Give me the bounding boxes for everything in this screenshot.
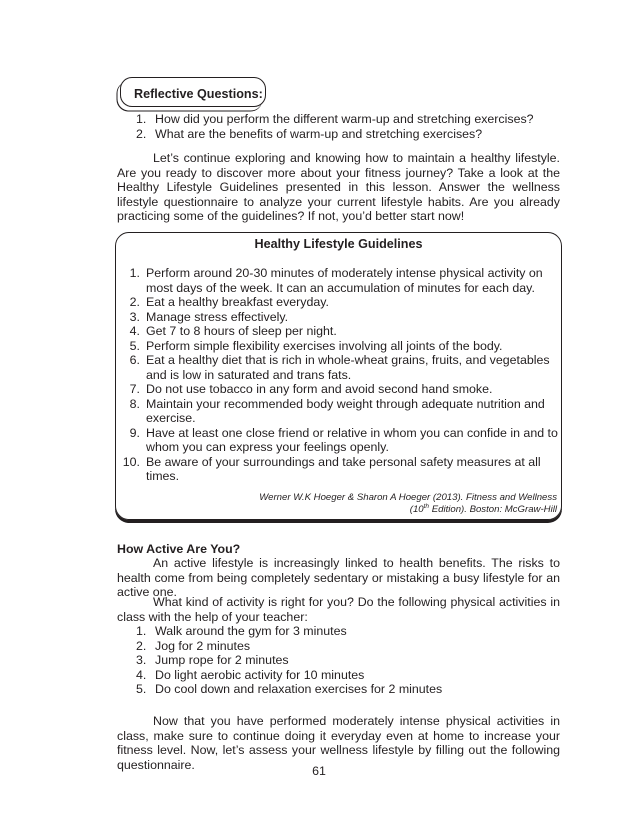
- list-item: [118, 266, 558, 295]
- page-number: 61: [312, 764, 326, 778]
- list-item-number: 5.: [136, 682, 147, 696]
- list-item-text: Perform around 20-30 minutes of moderately intense physical activity on most days of the week. It can an accumulation of minutes for each day.: [146, 266, 543, 295]
- active-paragraph-2: What kind of activity is right for you? Do the following physical activities in class with the help of your teacher:: [117, 595, 560, 624]
- list-item: [136, 639, 556, 654]
- list-item: [118, 455, 558, 484]
- active-paragraph-3: Now that you have performed moderately intense physical activities in class, make sure to continue doing it everyday even at home to increase your fitness level. Now, let’s assess your wellness lifestyle by filling out the following questionnaire.: [117, 714, 560, 772]
- list-item-number: 2.: [136, 126, 147, 141]
- list-item: [136, 127, 576, 142]
- list-item-number: 1.: [129, 266, 140, 280]
- list-item: [136, 624, 556, 639]
- list-item: [118, 324, 558, 339]
- list-item-number: 5.: [129, 338, 140, 353]
- list-item-number: 1.: [136, 112, 147, 126]
- list-item-text: Eat a healthy diet that is rich in whole-wheat grains, fruits, and vegetables and is low in saturated and trans fats.: [146, 353, 550, 382]
- list-item-text: Perform simple flexibility exercises involving all joints of the body.: [146, 338, 503, 353]
- list-item-number: 2.: [129, 295, 140, 309]
- list-item-number: 8.: [129, 396, 140, 411]
- list-item-text: Eat a healthy breakfast everyday.: [146, 295, 329, 309]
- list-item: [136, 668, 556, 683]
- list-item: [118, 353, 558, 382]
- list-item: [118, 295, 558, 310]
- list-item: [118, 426, 558, 455]
- list-item: [136, 682, 556, 697]
- list-item-number: 10.: [122, 454, 140, 469]
- guidelines-citation: [150, 492, 557, 516]
- list-item-text: Be aware of your surroundings and take personal safety measures at all times.: [146, 454, 541, 483]
- citation-superscript: th: [423, 502, 430, 510]
- active-paragraph-1: An active lifestyle is increasingly linked to health benefits. The risks to health come from being completely sedentary or mistaking a busy lifestyle for an active one.: [117, 556, 560, 599]
- list-item-text: Do light aerobic activity for 10 minutes: [155, 667, 365, 682]
- list-item-number: 7.: [129, 382, 140, 396]
- intro-paragraph-text: Let’s continue exploring and knowing how to maintain a healthy lifestyle. Are you ready to discover more about your fitness journey? Take a look at the Healthy Lifestyle Guidelines presented in this lesson. Answer the wellness lifestyle questionnaire to analyze your current lifestyle habits. Are you already practicing some of the guidelines? If not, you’d better start now!: [117, 151, 560, 223]
- list-item-text: Manage stress effectively.: [146, 309, 289, 324]
- citation-line-1: Werner W.K Hoeger & Sharon A Hoeger (2013). Fitness and Wellness: [259, 492, 557, 503]
- guidelines-list: [118, 266, 558, 484]
- list-item: [136, 653, 556, 668]
- list-item-text: Jump rope for 2 minutes: [155, 653, 289, 667]
- reflective-questions-title: Reflective Questions:: [134, 87, 263, 101]
- list-item-number: 9.: [129, 425, 140, 440]
- list-item: [118, 397, 558, 426]
- list-item: [118, 310, 558, 325]
- list-item-text: Walk around the gym for 3 minutes: [155, 624, 347, 638]
- list-item-text: Get 7 to 8 hours of sleep per night.: [146, 324, 337, 338]
- list-item-number: 2.: [136, 638, 147, 653]
- intro-paragraph: [117, 151, 560, 224]
- list-item-text: Have at least one close friend or relative in whom you can confide in and to whom you can express your feelings openly.: [146, 425, 558, 454]
- list-item-number: 3.: [129, 309, 140, 324]
- list-item-text: How did you perform the different warm-up and stretching exercises?: [155, 112, 534, 126]
- list-item-text: Jog for 2 minutes: [155, 638, 251, 653]
- section-heading: How Active Are You?: [117, 542, 241, 556]
- activities-list: [136, 624, 556, 697]
- list-item-number: 4.: [136, 667, 147, 682]
- list-item-number: 4.: [129, 324, 140, 338]
- reflective-questions-list: [136, 112, 576, 141]
- list-item-number: 6.: [129, 353, 140, 367]
- list-item: [118, 339, 558, 354]
- list-item: [136, 112, 576, 127]
- list-item-number: 3.: [136, 653, 147, 667]
- list-item-number: 1.: [136, 624, 147, 638]
- guidelines-title: Healthy Lifestyle Guidelines: [254, 237, 423, 251]
- list-item-text: What are the benefits of warm-up and stretching exercises?: [155, 126, 483, 141]
- list-item-text: Maintain your recommended body weight through adequate nutrition and exercise.: [146, 396, 545, 425]
- list-item: [118, 382, 558, 397]
- citation-line-2: (10th Edition). Boston: McGraw-Hill: [409, 502, 557, 515]
- list-item-text: Do cool down and relaxation exercises for 2 minutes: [155, 682, 443, 696]
- list-item-text: Do not use tobacco in any form and avoid second hand smoke.: [146, 382, 493, 396]
